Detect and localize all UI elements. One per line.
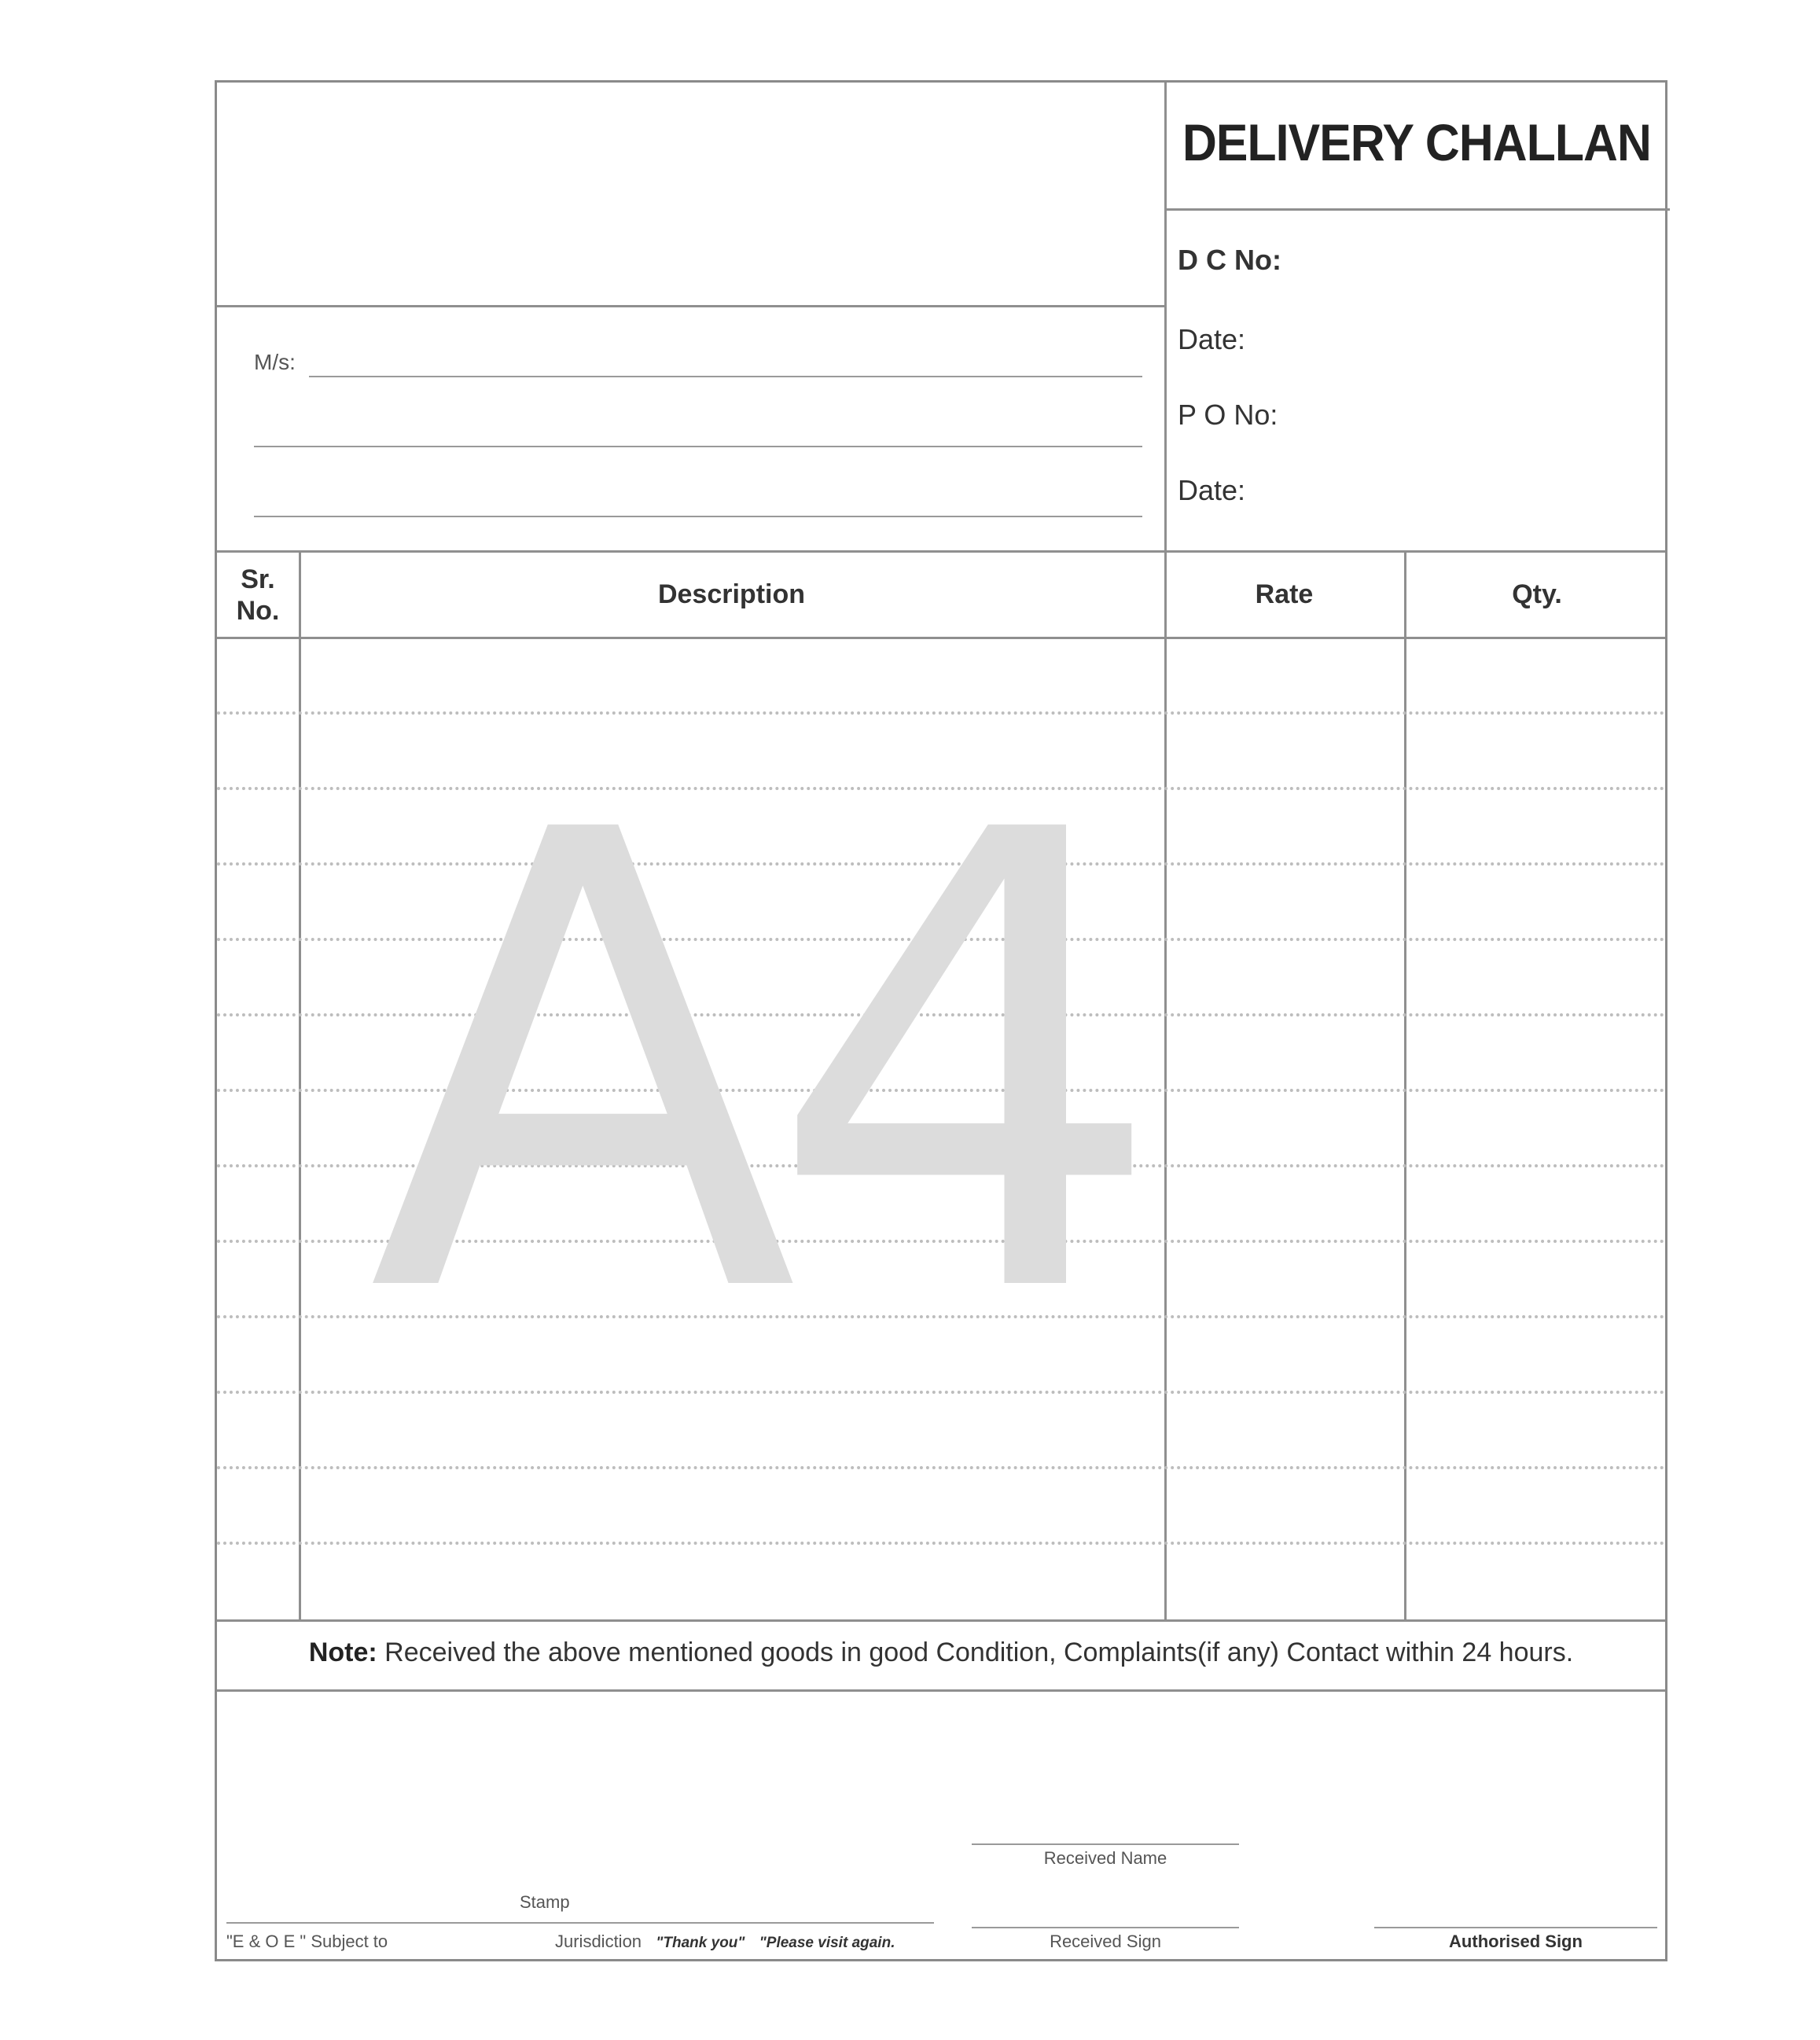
jurisdiction-label: Jurisdiction bbox=[555, 1932, 642, 1951]
po-no-label: P O No: bbox=[1178, 399, 1278, 431]
table-top-line bbox=[217, 550, 1665, 553]
sr-label-line2: No. bbox=[236, 596, 280, 626]
authorised-sign-label: Authorised Sign bbox=[1449, 1932, 1583, 1951]
received-sign-label: Received Sign bbox=[1050, 1932, 1161, 1951]
sr-label-line1: Sr. bbox=[241, 564, 275, 594]
delivery-challan-form bbox=[215, 80, 1667, 1961]
customer-line-3 bbox=[254, 516, 1142, 517]
note-bottom-line bbox=[217, 1689, 1665, 1692]
title-underline bbox=[1164, 208, 1670, 211]
customer-line-1 bbox=[309, 376, 1142, 377]
logo-area-bottom-line bbox=[217, 305, 1164, 307]
eoe-text: "E & O E " Subject to bbox=[226, 1932, 388, 1951]
header-divider bbox=[1164, 83, 1167, 550]
table-row bbox=[217, 1542, 1665, 1545]
date-label: Date: bbox=[1178, 323, 1246, 355]
column-header-qty: Qty. bbox=[1512, 579, 1562, 609]
column-header-sr-no bbox=[217, 564, 299, 627]
received-sign-line bbox=[972, 1927, 1239, 1928]
col-divider-sr bbox=[299, 550, 301, 1619]
customer-line-2 bbox=[254, 446, 1142, 447]
thank-you-text: "Thank you" bbox=[656, 1935, 745, 1951]
visit-again-text: "Please visit again. bbox=[759, 1935, 895, 1951]
stamp-label: Stamp bbox=[520, 1892, 570, 1912]
received-name-label: Received Name bbox=[1043, 1848, 1167, 1868]
col-divider-rate bbox=[1404, 550, 1406, 1619]
table-row bbox=[217, 1466, 1665, 1469]
note-text bbox=[217, 1638, 1665, 1668]
note-body: Received the above mentioned goods in good Condition, Complaints(if any) Contact within 24 hours. bbox=[377, 1638, 1574, 1667]
stamp-line bbox=[226, 1922, 934, 1924]
column-header-description: Description bbox=[657, 579, 806, 609]
table-header-bottom-line bbox=[217, 637, 1665, 639]
column-header-rate: Rate bbox=[1255, 579, 1314, 609]
ms-label: M/s: bbox=[254, 350, 296, 374]
jurisdiction-text bbox=[555, 1932, 895, 1952]
table-bottom-line bbox=[217, 1619, 1665, 1622]
note-prefix: Note: bbox=[308, 1638, 377, 1667]
col-divider-description bbox=[1164, 550, 1167, 1619]
authorised-sign-line bbox=[1374, 1927, 1657, 1928]
dc-no-label: D C No: bbox=[1178, 244, 1281, 276]
po-date-label: Date: bbox=[1178, 474, 1246, 506]
a4-watermark: A4 bbox=[367, 699, 1136, 1432]
document-title: DELIVERY CHALLAN bbox=[1182, 113, 1651, 171]
received-name-line bbox=[972, 1843, 1239, 1845]
